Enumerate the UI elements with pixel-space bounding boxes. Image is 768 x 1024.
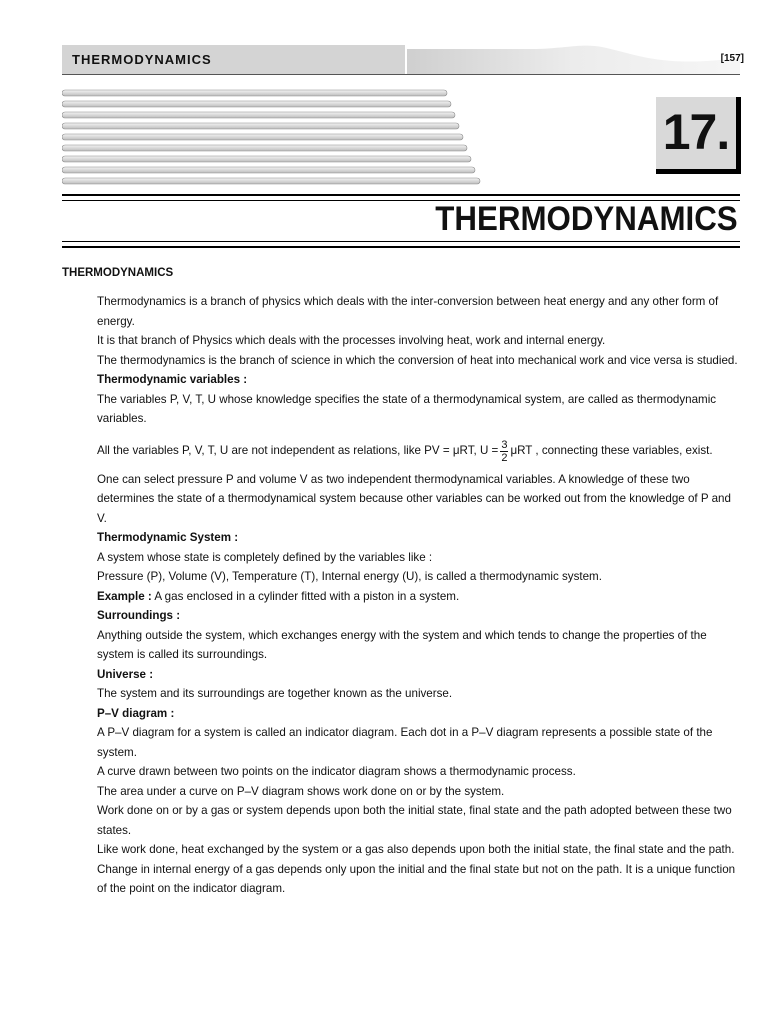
subheading-variables: Thermodynamic variables : (97, 373, 248, 386)
paragraph: A P–V diagram for a system is called an indicator diagram. Each dot in a P–V diagram represents a possible state of the system. (97, 726, 713, 759)
paragraph: The area under a curve on P–V diagram shows work done on or by the system. (97, 784, 505, 798)
fraction-denominator: 2 (501, 451, 508, 464)
paragraph: Work done on or by a gas or system depends upon both the initial state, final state and the path adopted between these two states. (97, 804, 732, 837)
formula-line (97, 429, 740, 470)
formula-text-before: All the variables P, V, T, U are not independent as relations, like PV = μRT, U = (97, 444, 499, 458)
chapter-number-box (656, 97, 741, 174)
paragraph: Anything outside the system, which exchanges energy with the system and which tends to change the properties of the system is called its surroundings. (97, 628, 707, 661)
paragraph: Thermodynamics is a branch of physics which deals with the inter-conversion between heat energy and any other form of energy. (97, 295, 719, 328)
title-rule-bottom (62, 241, 740, 248)
paragraph: Like work done, heat exchanged by the system or a gas also depends upon both the initial state, the final state and the path. (97, 843, 735, 856)
subheading-pv-diagram: P–V diagram : (97, 706, 175, 720)
subheading-system: Thermodynamic System : (97, 531, 239, 544)
paragraph: A system whose state is completely defined by the variables like : (97, 550, 433, 564)
paragraph: The variables P, V, T, U whose knowledge specifies the state of a thermodynamical system, are called as thermodynamic variables. (97, 392, 717, 425)
chapter-title: THERMODYNAMICS (435, 200, 738, 238)
paragraph: Change in internal energy of a gas depends only upon the initial and the final state but not on the path. It is a unique function of the point on the indicator diagram. (97, 862, 736, 895)
paragraph: The thermodynamics is the branch of science in which the conversion of heat into mechanical work and vice versa is studied. (97, 353, 738, 367)
page-number: [157] (720, 53, 744, 64)
example-text: A gas enclosed in a cylinder fitted with a piston in a system. (151, 589, 460, 603)
running-title: THERMODYNAMICS (72, 52, 212, 67)
subheading-universe: Universe : (97, 667, 154, 681)
paragraph: It is that branch of Physics which deals with the processes involving heat, work and internal energy. (97, 334, 606, 347)
paragraph: One can select pressure P and volume V as two independent thermodynamical variables. A knowledge of these two determines the state of a thermodynamical system because other variables can be worked out from the knowledge of P and V. (97, 472, 731, 525)
subheading-surroundings: Surroundings : (97, 609, 181, 622)
decorative-stripes (62, 88, 502, 188)
fraction-numerator: 3 (501, 438, 508, 451)
example-label: Example : (97, 589, 152, 603)
fraction (500, 439, 508, 464)
section-heading: THERMODYNAMICS (62, 267, 174, 279)
chapter-number: 17. (662, 104, 730, 160)
paragraph: The system and its surroundings are together known as the universe. (97, 687, 453, 700)
formula-text-after: μRT , connecting these variables, exist. (510, 444, 713, 458)
paragraph: A curve drawn between two points on the indicator diagram shows a thermodynamic process. (97, 765, 576, 778)
paragraph: Pressure (P), Volume (V), Temperature (T), Internal energy (U), is called a thermodynamic system. (97, 570, 602, 583)
body-content (97, 292, 740, 899)
example-line (97, 587, 740, 607)
